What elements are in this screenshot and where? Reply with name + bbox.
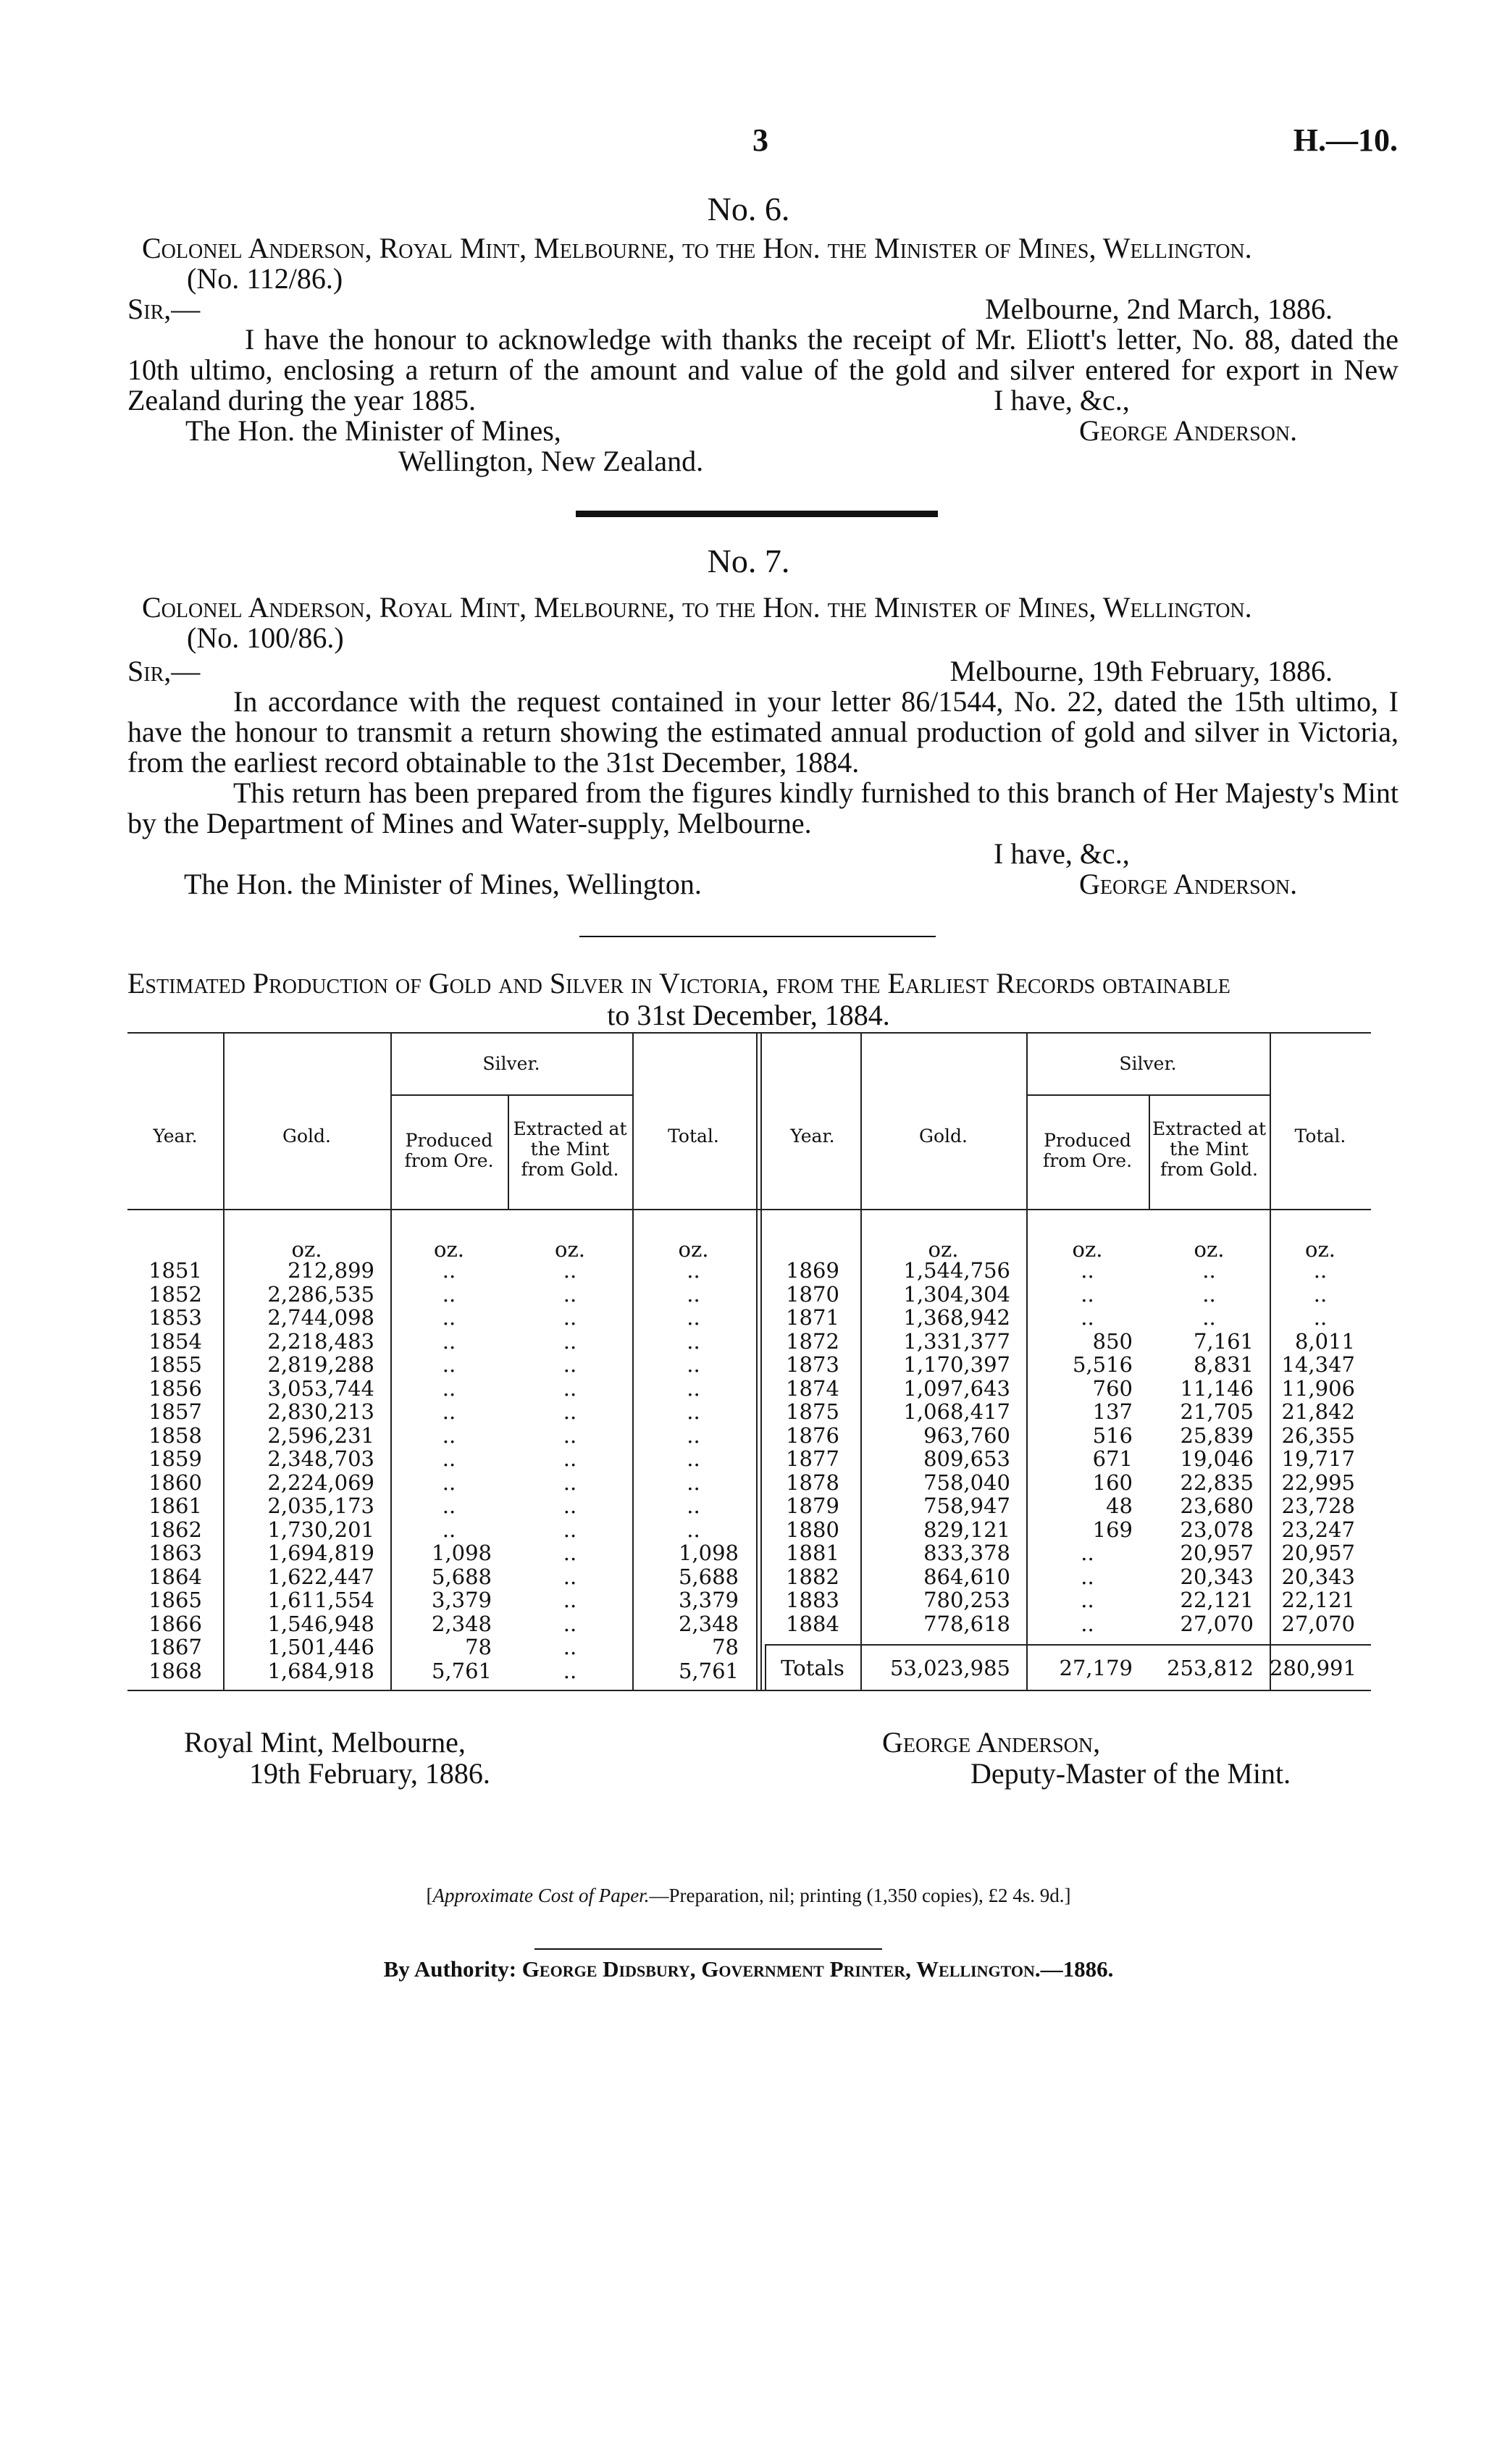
table-cell: ..: [563, 1658, 577, 1683]
table-cell: 864,610: [923, 1564, 1010, 1589]
table-cell: ..: [442, 1375, 456, 1401]
letter7-signature: George Anderson.: [1079, 868, 1298, 900]
table-cell: 1,694,819: [267, 1541, 374, 1565]
row-year: 1874: [786, 1375, 839, 1401]
table-cell: ..: [563, 1328, 577, 1354]
row-year: 1864: [148, 1564, 202, 1589]
table-title-line-2: to 31st December, 1884.: [607, 999, 890, 1031]
letter6-addressee-2: Wellington, New Zealand.: [398, 445, 704, 477]
row-year: 1855: [148, 1352, 202, 1377]
table-cell: 758,040: [923, 1470, 1010, 1495]
row-year: 1876: [786, 1422, 839, 1448]
table-top-rule: [127, 1032, 1371, 1034]
table-cell: ..: [1202, 1258, 1216, 1283]
row-year: 1857: [148, 1399, 202, 1424]
table-cell: ..: [687, 1305, 700, 1330]
table-cell: 20,957: [1281, 1541, 1355, 1565]
row-year: 1875: [786, 1399, 839, 1424]
table-cell: ..: [442, 1399, 456, 1424]
table-cell: ..: [442, 1258, 456, 1283]
table-cell: 169: [1092, 1517, 1133, 1542]
cost-note: [Approximate Cost of Paper.—Preparation, nil; printing (1,350 copies), £2 4s. 9d.]: [426, 1885, 1071, 1906]
table-cell: 1,368,942: [903, 1305, 1010, 1330]
table-cell: 2,348: [678, 1611, 739, 1636]
table-cell: 8,011: [1294, 1328, 1355, 1354]
table-cell: 7,161: [1193, 1328, 1254, 1354]
table-cell: ..: [563, 1611, 577, 1636]
row-year: 1854: [148, 1328, 202, 1354]
table-cell: 2,224,069: [267, 1470, 374, 1495]
table-cell: 1,098: [431, 1541, 492, 1565]
table-cell: 1,501,446: [267, 1635, 374, 1659]
table-header-rule: [127, 1209, 1371, 1210]
table-cell: 760: [1092, 1375, 1133, 1401]
table-cell: 1,170,397: [903, 1352, 1010, 1377]
letter6-heading: No. 6.: [707, 190, 790, 227]
row-year: 1853: [148, 1305, 202, 1330]
table-cell: ..: [563, 1399, 577, 1424]
letter7-ref-no: (No. 100/86.): [187, 621, 344, 654]
row-year: 1869: [786, 1258, 839, 1283]
table-cell: 2,830,213: [267, 1399, 374, 1424]
row-year: 1877: [786, 1446, 839, 1471]
table-cell: 1,068,417: [903, 1399, 1010, 1424]
row-year: 1871: [786, 1305, 839, 1330]
totals-label: Totals: [781, 1656, 844, 1680]
table-cell: ..: [563, 1588, 577, 1612]
row-year: 1863: [148, 1541, 202, 1565]
table-cell: 27,070: [1180, 1611, 1254, 1636]
table-cell: 2,596,231: [267, 1422, 374, 1448]
table-cell: 1,098: [678, 1541, 739, 1565]
row-year: 1860: [148, 1470, 202, 1495]
table-cell: 5,761: [431, 1658, 492, 1683]
table-cell: 22,995: [1281, 1470, 1355, 1495]
totals-produced: 27,179: [1059, 1656, 1133, 1680]
table-cell: ..: [563, 1422, 577, 1448]
table-cell: ..: [687, 1328, 700, 1354]
table-cell: 671: [1092, 1446, 1133, 1471]
cost-text: —Preparation, nil; printing (1,350 copies), £2 4s. 9d.: [649, 1885, 1065, 1906]
row-year: 1865: [148, 1588, 202, 1612]
table-cell: ..: [1081, 1258, 1094, 1283]
header-silver-left: Silver.: [482, 1053, 540, 1074]
unit-produced-left: oz.: [434, 1237, 464, 1262]
table-cell: 27,070: [1281, 1611, 1355, 1636]
table-cell: 22,121: [1180, 1588, 1254, 1612]
table-cell: ..: [563, 1352, 577, 1377]
row-year: 1878: [786, 1470, 839, 1495]
unit-total-right: oz.: [1305, 1237, 1335, 1262]
table-cell: 833,378: [923, 1541, 1010, 1565]
table-cell: 212,899: [288, 1258, 374, 1283]
table-cell: ..: [563, 1258, 577, 1283]
table-cell: ..: [563, 1305, 577, 1330]
header-gold-left: Gold.: [282, 1126, 331, 1147]
table-cell: 1,622,447: [267, 1564, 374, 1589]
table-cell: 2,348: [431, 1611, 492, 1636]
table-cell: 20,343: [1281, 1564, 1355, 1589]
table-cell: 21,842: [1281, 1399, 1355, 1424]
unit-produced-right: oz.: [1072, 1237, 1103, 1262]
table-cell: ..: [1202, 1305, 1216, 1330]
table-cell: ..: [563, 1470, 577, 1495]
header-year-left: Year.: [153, 1126, 198, 1147]
header-gold-right: Gold.: [919, 1126, 968, 1147]
table-cell: 20,343: [1180, 1564, 1254, 1589]
row-year: 1862: [148, 1517, 202, 1542]
row-year: 1866: [148, 1611, 202, 1636]
section-divider: [576, 511, 938, 517]
table-cell: ..: [442, 1446, 456, 1471]
footer-signature-title: Deputy-Master of the Mint.: [970, 1757, 1291, 1790]
table-cell: ..: [563, 1517, 577, 1542]
table-cell: 20,957: [1180, 1541, 1254, 1565]
table-cell: 48: [1106, 1493, 1133, 1518]
table-cell: 8,831: [1193, 1352, 1254, 1377]
table-cell: 758,947: [923, 1493, 1010, 1518]
table-cell: ..: [442, 1517, 456, 1542]
table-cell: ..: [1081, 1611, 1094, 1636]
letter6-body: I have the honour to acknowledge with thanks the receipt of Mr. Eliott's letter, No. 88, dated the 10th ultimo, enclosing a return of the amount and value of the gold and silver entered for export in New Zealand during the year 1885.: [127, 323, 1399, 416]
table-cell: 19,046: [1180, 1446, 1254, 1471]
table-cell: ..: [442, 1305, 456, 1330]
row-year: 1852: [148, 1281, 202, 1307]
row-year: 1881: [786, 1541, 839, 1565]
table-cell: ..: [687, 1470, 700, 1495]
letter6-from-line: Colonel Anderson, Royal Mint, Melbourne, to the Hon. the Minister of Mines, Wellington.: [142, 232, 1252, 264]
table-cell: ..: [1202, 1281, 1216, 1307]
row-year: 1884: [786, 1611, 839, 1636]
table-cell: 19,717: [1281, 1446, 1355, 1471]
row-year: 1872: [786, 1328, 839, 1354]
row-year: 1873: [786, 1352, 839, 1377]
table-cell: 137: [1092, 1399, 1133, 1424]
header-total-left: Total.: [668, 1126, 719, 1147]
totals-extracted: 253,812: [1167, 1656, 1254, 1680]
table-cell: 2,819,288: [267, 1352, 374, 1377]
header-extracted-right: Extracted at the Mint from Gold.: [1152, 1118, 1266, 1180]
table-cell: 5,688: [678, 1564, 739, 1589]
table-title-line-1: Estimated Production of Gold and Silver in Victoria, from the Earliest Records obtainable: [127, 967, 1230, 1000]
letter6-salutation: Sir,—: [127, 293, 201, 325]
row-year: 1858: [148, 1422, 202, 1448]
table-cell: ..: [442, 1328, 456, 1354]
table-cell: 963,760: [923, 1422, 1010, 1448]
page-reference: H.—10.: [1293, 122, 1398, 158]
row-year: 1851: [148, 1258, 202, 1283]
header-produced-right: Produced from Ore.: [1042, 1130, 1133, 1171]
table-cell: 3,379: [678, 1588, 739, 1612]
unit-total-left: oz.: [678, 1237, 709, 1262]
table-cell: ..: [563, 1281, 577, 1307]
section-divider-thin: [579, 936, 936, 937]
mint-address-1: Royal Mint, Melbourne,: [184, 1726, 466, 1759]
letter7-paragraph-2: This return has been prepared from the figures kindly furnished to this branch of Her Majesty's Mint by the Department of Mines and Water-supply, Melbourne.: [127, 776, 1399, 839]
table-cell: ..: [1081, 1588, 1094, 1612]
table-cell: 780,253: [923, 1588, 1010, 1612]
letter7-from-line: Colonel Anderson, Royal Mint, Melbourne, to the Hon. the Minister of Mines, Wellington.: [142, 591, 1252, 624]
table-cell: 2,744,098: [267, 1305, 374, 1330]
header-silver-right: Silver.: [1119, 1053, 1177, 1074]
column-rule: [1149, 1094, 1150, 1209]
authority-label: By Authority:: [383, 1956, 517, 1982]
table-cell: 2,286,535: [267, 1281, 374, 1307]
table-cell: 2,218,483: [267, 1328, 374, 1354]
letter7-salutation: Sir,—: [127, 655, 201, 687]
table-cell: 850: [1092, 1328, 1133, 1354]
letter6-addressee-1: The Hon. the Minister of Mines,: [185, 414, 561, 447]
letter7-place-date: Melbourne, 19th February, 1886.: [949, 655, 1333, 687]
authority-rule: [534, 1948, 882, 1950]
table-cell: 11,906: [1281, 1375, 1355, 1401]
production-table: [127, 1032, 1371, 1691]
table-cell: ..: [442, 1352, 456, 1377]
table-cell: 5,688: [431, 1564, 492, 1589]
table-cell: 1,097,643: [903, 1375, 1010, 1401]
table-cell: 1,546,948: [267, 1611, 374, 1636]
letter7-paragraph-1: In accordance with the request contained in your letter 86/1544, No. 22, dated the 15th ultimo, I have the honour to transmit a return showing the estimated annual production of gold and silver in Victoria, from the earliest record obtainable to the 31st December, 1884.: [127, 685, 1399, 779]
row-year: 1868: [148, 1658, 202, 1683]
table-bottom-rule: [127, 1690, 1371, 1691]
table-cell: 3,053,744: [267, 1375, 374, 1401]
table-cell: 1,331,377: [903, 1328, 1010, 1354]
table-cell: 23,680: [1180, 1493, 1254, 1518]
row-year: 1867: [148, 1635, 202, 1659]
authority-line: [0, 1957, 1497, 1982]
table-cell: 809,653: [923, 1446, 1010, 1471]
table-cell: 1,611,554: [267, 1588, 374, 1612]
table-cell: 2,035,173: [267, 1493, 374, 1518]
letter7-closing: I have, &c.,: [994, 837, 1130, 870]
footer-signature-name: George Anderson,: [882, 1726, 1101, 1759]
letter7-heading: No. 7.: [707, 542, 790, 579]
table-cell: ..: [687, 1446, 700, 1471]
table-cell: ..: [687, 1399, 700, 1424]
header-year-right: Year.: [790, 1126, 835, 1147]
unit-extracted-left: oz.: [555, 1237, 585, 1262]
row-year: 1861: [148, 1493, 202, 1518]
cost-label: Approximate Cost of Paper.: [432, 1885, 650, 1906]
table-cell: ..: [687, 1422, 700, 1448]
column-rule: [508, 1094, 509, 1209]
table-cell: ..: [687, 1517, 700, 1542]
table-cell: ..: [687, 1258, 700, 1283]
table-cell: ..: [563, 1564, 577, 1589]
row-year: 1880: [786, 1517, 839, 1542]
table-cell: ..: [687, 1281, 700, 1307]
table-cell: 26,355: [1281, 1422, 1355, 1448]
table-cell: ..: [442, 1493, 456, 1518]
row-year: 1870: [786, 1281, 839, 1307]
table-cell: 1,730,201: [267, 1517, 374, 1542]
mint-address-2: 19th February, 1886.: [249, 1757, 490, 1790]
row-year: 1879: [786, 1493, 839, 1518]
row-year: 1856: [148, 1375, 202, 1401]
unit-gold-left: oz.: [291, 1237, 322, 1262]
row-year: 1882: [786, 1564, 839, 1589]
silver-rule-right: [1026, 1094, 1270, 1096]
letter6-ref-no: (No. 112/86.): [187, 262, 343, 295]
table-cell: ..: [563, 1493, 577, 1518]
table-cell: ..: [442, 1470, 456, 1495]
table-cell: 5,516: [1072, 1352, 1133, 1377]
table-middle-rule: [756, 1032, 758, 1690]
letter6-place-date: Melbourne, 2nd March, 1886.: [985, 293, 1333, 325]
table-cell: 23,247: [1281, 1517, 1355, 1542]
page-number: 3: [752, 122, 768, 158]
table-cell: 778,618: [923, 1611, 1010, 1636]
table-cell: 25,839: [1180, 1422, 1254, 1448]
table-cell: ..: [1081, 1541, 1094, 1565]
table-cell: 1,684,918: [267, 1658, 374, 1683]
letter7-addressee: The Hon. the Minister of Mines, Wellington.: [184, 868, 702, 900]
table-cell: 829,121: [923, 1517, 1010, 1542]
table-cell: 22,121: [1281, 1588, 1355, 1612]
table-cell: 14,347: [1281, 1352, 1355, 1377]
header-produced-left: Produced from Ore.: [404, 1130, 494, 1171]
table-cell: ..: [1313, 1258, 1328, 1283]
table-cell: 23,728: [1281, 1493, 1355, 1518]
table-cell: 160: [1092, 1470, 1133, 1495]
table-cell: ..: [1313, 1281, 1328, 1307]
row-year: 1859: [148, 1446, 202, 1471]
table-cell: ..: [563, 1446, 577, 1471]
table-cell: 78: [465, 1635, 492, 1659]
table-cell: 21,705: [1180, 1399, 1254, 1424]
table-cell: 5,761: [678, 1658, 739, 1683]
table-cell: 22,835: [1180, 1470, 1254, 1495]
table-cell: 78: [712, 1635, 739, 1659]
table-cell: 3,379: [431, 1588, 492, 1612]
silver-rule-left: [390, 1094, 632, 1096]
authority-text: George Didsbury, Government Printer, Wellington.—1886.: [521, 1956, 1114, 1982]
letter6-closing: I have, &c.,: [994, 384, 1130, 416]
table-cell: ..: [1081, 1305, 1094, 1330]
table-cell: ..: [687, 1493, 700, 1518]
table-cell: ..: [687, 1352, 700, 1377]
table-cell: ..: [1081, 1564, 1094, 1589]
table-cell: ..: [687, 1375, 700, 1401]
totals-total: 280,991: [1270, 1656, 1356, 1680]
table-cell: ..: [442, 1422, 456, 1448]
table-cell: 2,348,703: [267, 1446, 374, 1471]
table-cell: ..: [563, 1375, 577, 1401]
unit-gold-right: oz.: [928, 1237, 959, 1262]
totals-gold: 53,023,985: [889, 1656, 1010, 1680]
table-cell: 1,544,756: [903, 1258, 1010, 1283]
table-middle-rule: [760, 1032, 762, 1690]
row-year: 1883: [786, 1588, 839, 1612]
table-cell: ..: [563, 1635, 577, 1659]
table-cell: ..: [1313, 1305, 1328, 1330]
table-cell: 516: [1092, 1422, 1133, 1448]
table-cell: ..: [442, 1281, 456, 1307]
unit-extracted-right: oz.: [1194, 1237, 1225, 1262]
table-cell: ..: [1081, 1281, 1094, 1307]
letter6-signature: George Anderson.: [1079, 414, 1298, 447]
table-cell: 1,304,304: [903, 1281, 1010, 1307]
totals-rule: [765, 1644, 1371, 1646]
table-cell: 11,146: [1180, 1375, 1254, 1401]
header-total-right: Total.: [1294, 1126, 1346, 1147]
header-extracted-left: Extracted at the Mint from Gold.: [513, 1118, 627, 1180]
table-cell: ..: [563, 1541, 577, 1565]
table-cell: 23,078: [1180, 1517, 1254, 1542]
